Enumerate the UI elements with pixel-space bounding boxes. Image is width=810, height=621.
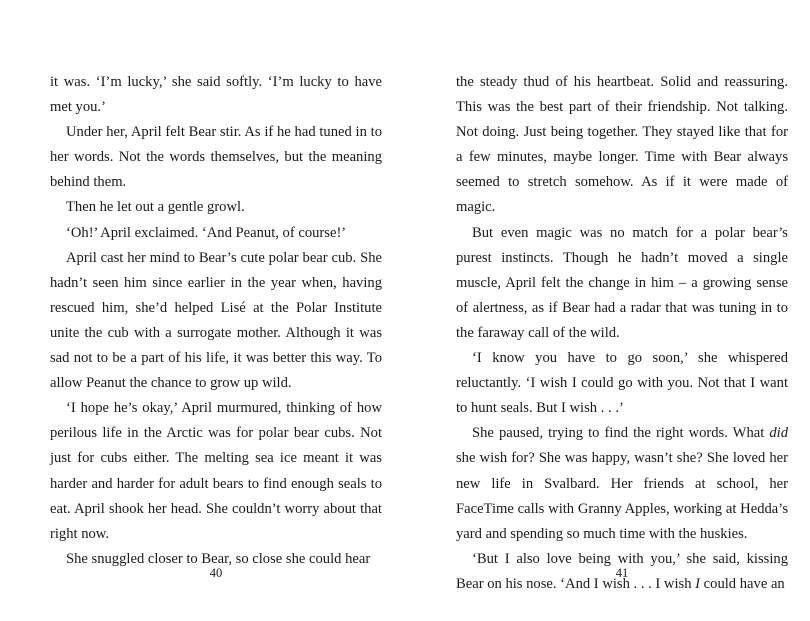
- paragraph: She paused, trying to find the right words. What did she wish for? She was happy, wasn’t she? She loved her new life in Svalbard. Her friends at school, her FaceTime calls with Granny Apples, working at Hedda’s yard and spending so much time with the huskies.: [456, 425, 788, 542]
- paragraph: She snuggled closer to Bear, so close she could hear: [66, 550, 371, 567]
- paragraph: ‘I hope he’s okay,’ April murmured, thinking of how perilous life in the Arctic was for polar bear cubs. Not just for cubs either. The melting sea ice meant it was harder and harder for adult bears to find enough seals to eat. April shook her head. She couldn’t worry about that right now.: [50, 400, 382, 542]
- left-page: [50, 70, 382, 600]
- page-number: 41: [615, 566, 629, 580]
- paragraph: April cast her mind to Bear’s cute polar bear cub. She hadn’t seen him since earlier in the year when, having rescued him, she’d helped Lisé at the Polar Institute unite the cub with a surrogate mother. Although it was sad not to be a part of his life, it was better this way. To allow Peanut the chance to grow up wild.: [50, 249, 382, 392]
- right-page: [456, 70, 788, 600]
- paragraph: ‘I know you have to go soon,’ she whispered reluctantly. ‘I wish I could go with you. Not that I want to hunt seals. But I wish . . .’: [456, 350, 788, 417]
- paragraph: the steady thud of his heartbeat. Solid and reassuring. This was the best part of their friendship. Not talking. Not doing. Just being together. They stayed like that for a few minutes, maybe longer. Time with Bear always seemed to stretch somehow. As if it were made of magic.: [456, 74, 788, 216]
- paragraph: it was. ‘I’m lucky,’ she said softly. ‘I’m lucky to have met you.’: [50, 74, 382, 116]
- paragraph: Under her, April felt Bear stir. As if he had tuned in to her words. Not the words themselves, but the meaning behind them.: [50, 124, 382, 191]
- paragraph: ‘Oh!’ April exclaimed. ‘And Peanut, of course!’: [66, 224, 347, 241]
- page-number: 40: [209, 566, 223, 580]
- paragraph: Then he let out a gentle growl.: [66, 199, 245, 216]
- paragraph: But even magic was no match for a polar bear’s purest instincts. Though he hadn’t moved a single muscle, April felt the change in him – a growing sense of alertness, as if Bear had a radar that was tuning in to the faraway call of the wild.: [456, 224, 788, 341]
- paragraph: ‘But I also love being with you,’ she said, kissing Bear on his nose. ‘And I wish . . . I wish I could have an: [456, 550, 788, 592]
